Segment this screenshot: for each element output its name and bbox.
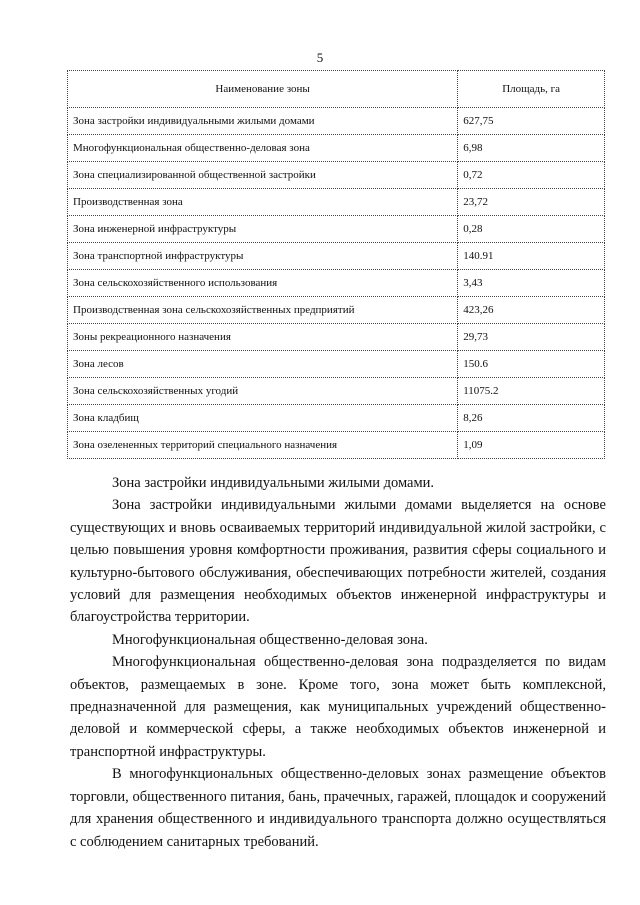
zones-table — [67, 70, 605, 459]
zone-name: Зона сельскохозяйственных угодий — [68, 378, 458, 405]
section-heading-public-business: Многофункциональная общественно-деловая зона. — [112, 631, 428, 648]
table-row — [68, 378, 605, 405]
column-header-name: Наименование зоны — [68, 71, 458, 108]
zone-area: 11075.2 — [458, 378, 605, 405]
table-row — [68, 189, 605, 216]
zone-name: Зона транспортной инфраструктуры — [68, 243, 458, 270]
zone-area: 140.91 — [458, 243, 605, 270]
section-heading-residential: Зона застройки индивидуальными жилыми домами. — [112, 475, 435, 491]
table-row — [68, 270, 605, 297]
table-row — [68, 243, 605, 270]
table-row — [68, 432, 605, 459]
zone-name: Зона сельскохозяйственного использования — [68, 270, 458, 297]
zone-name: Зона кладбищ — [68, 405, 458, 432]
zone-area: 3,43 — [458, 270, 605, 297]
table-row — [68, 324, 605, 351]
paragraph-public-business: Многофункциональная общественно-деловая зона подразделяется по видам объектов, размещаемых в зоне. Кроме того, зона может быть комплексной, предназначенной для размещения, как муниципальных учреждений общественно-деловой и коммерческой сферы, а также необходимых объектов инженерной и транспортной инфраструктуры. — [70, 654, 606, 760]
zone-name: Производственная зона сельскохозяйственных предприятий — [68, 297, 458, 324]
zone-area: 627,75 — [458, 108, 605, 135]
zone-name: Зона озелененных территорий специального назначения — [68, 432, 458, 459]
paragraph-residential: Зона застройки индивидуальными жилыми домами выделяется на основе существующих и вновь осваиваемых территорий индивидуальной жилой застройки, с целью повышения уровня комфортности проживания, развития сферы социального и культурно-бытового обслуживания, обеспечивающих потребности жителей, создания условий для размещения необходимых объектов инженерной инфраструктуры и благоустройства территории. — [70, 497, 606, 626]
zone-area: 423,26 — [458, 297, 605, 324]
paragraph-placement-requirements: В многофункциональных общественно-деловых зонах размещение объектов торговли, общественного питания, бань, прачечных, гаражей, площадок и сооружений для хранения общественного и индивидуального транспорта должно осуществляться с соблюдением санитарных требований. — [70, 766, 606, 850]
table-row — [68, 162, 605, 189]
table-row — [68, 135, 605, 162]
zone-area: 1,09 — [458, 432, 605, 459]
zone-area: 0,72 — [458, 162, 605, 189]
column-header-area: Площадь, га — [458, 71, 605, 108]
zone-name: Многофункциональная общественно-деловая зона — [68, 135, 458, 162]
page-number: 5 — [316, 50, 324, 65]
zone-name: Зона инженерной инфраструктуры — [68, 216, 458, 243]
table-row — [68, 351, 605, 378]
table-header-row — [68, 71, 605, 108]
table-row — [68, 297, 605, 324]
table-row — [68, 108, 605, 135]
zone-area: 23,72 — [458, 189, 605, 216]
zone-name: Зоны рекреационного назначения — [68, 324, 458, 351]
zone-area: 150.6 — [458, 351, 605, 378]
zone-area: 29,73 — [458, 324, 605, 351]
zone-name: Зона лесов — [68, 351, 458, 378]
body-text — [70, 472, 606, 853]
zone-area: 8,26 — [458, 405, 605, 432]
table-row — [68, 405, 605, 432]
zone-area: 0,28 — [458, 216, 605, 243]
zone-name: Зона специализированной общественной застройки — [68, 162, 458, 189]
zone-name: Зона застройки индивидуальными жилыми домами — [68, 108, 458, 135]
table-row — [68, 216, 605, 243]
zone-name: Производственная зона — [68, 189, 458, 216]
zone-area: 6,98 — [458, 135, 605, 162]
